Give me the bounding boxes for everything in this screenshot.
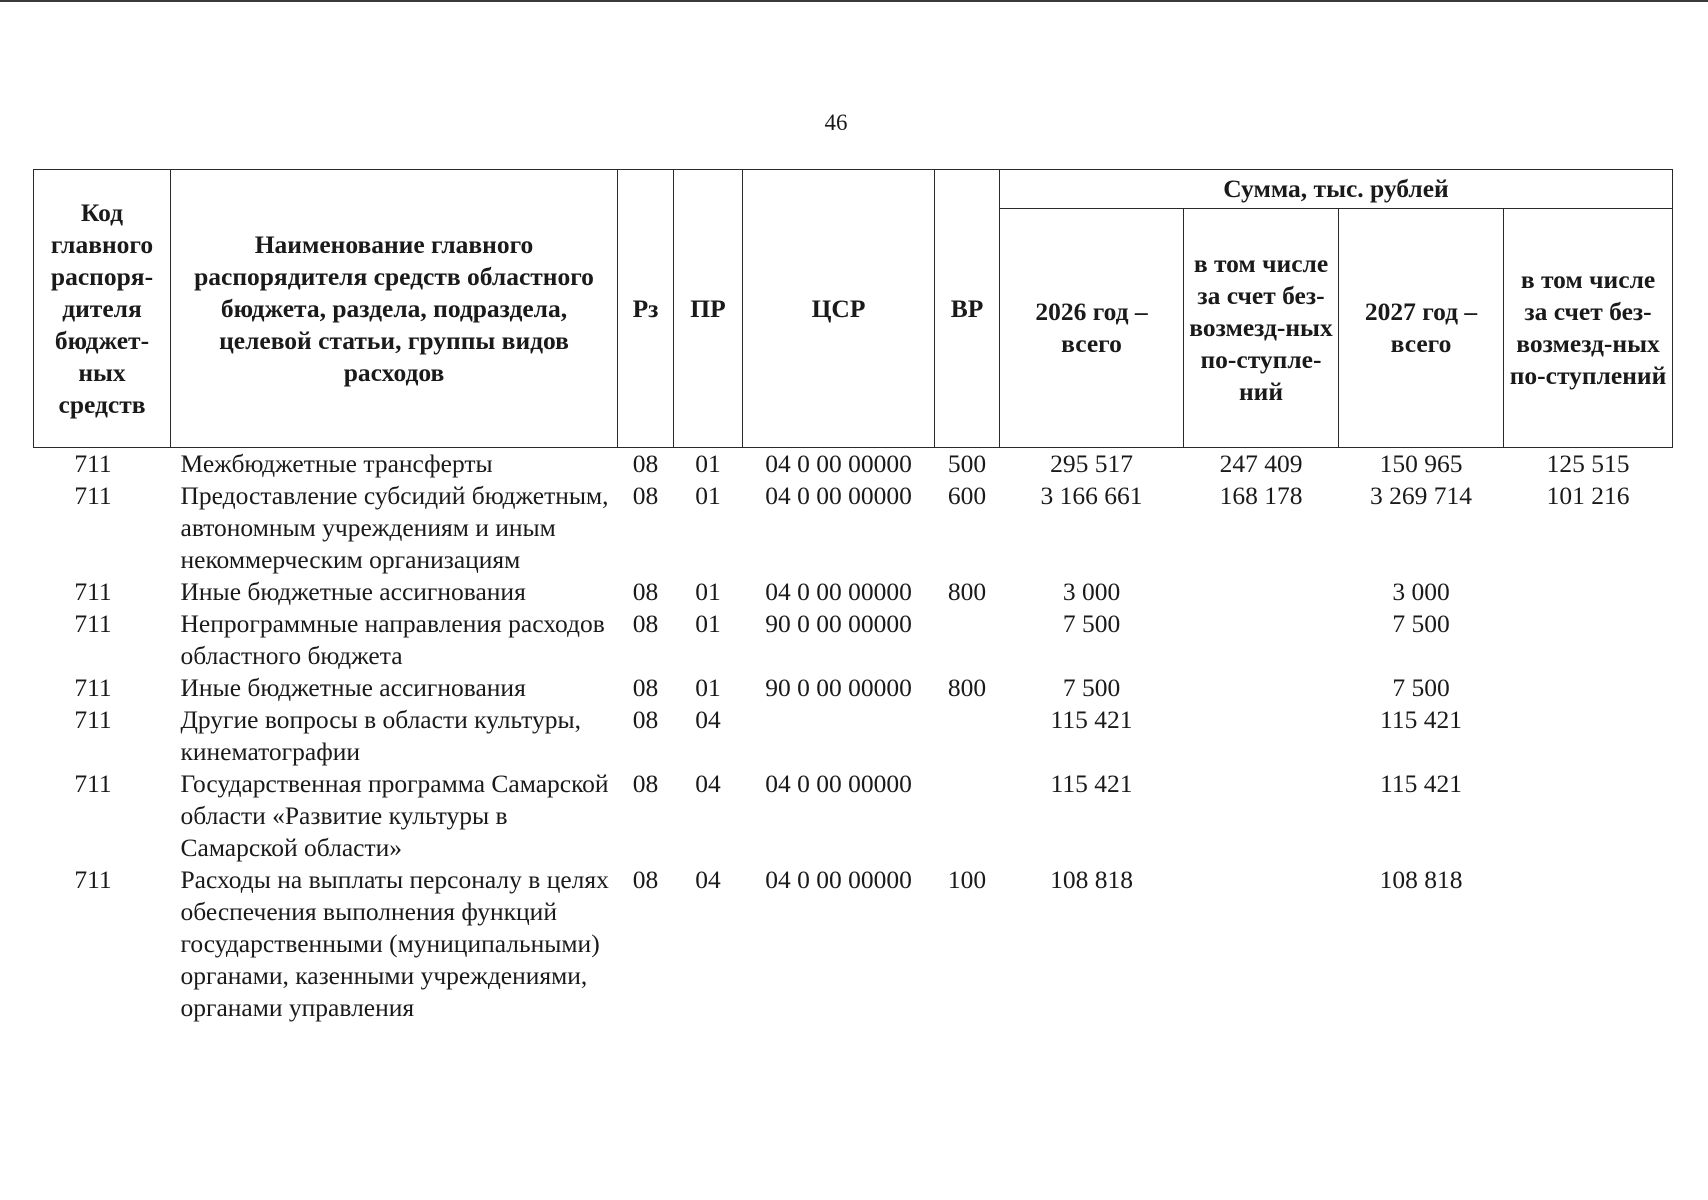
cell-2026-total: 3 000: [1062, 577, 1121, 606]
header-vr: ВР: [935, 170, 1000, 448]
cell-2026-gratuitous: [1184, 672, 1339, 704]
cell-vr: 500: [947, 449, 987, 478]
table-body: [34, 448, 1673, 1025]
header-sum-group: Сумма, тыс. рублей: [1000, 170, 1673, 209]
cell-vr: 800: [947, 577, 987, 606]
table-row: [34, 864, 1673, 1024]
cell-csr: 90 0 00 00000: [765, 673, 912, 702]
header-code: Код главного распоря-дителя бюджет-ных средств: [34, 170, 171, 448]
cell-2026-gratuitous: [1184, 864, 1339, 1024]
cell-pr: 01: [695, 449, 721, 478]
cell-2027-total: 3 000: [1392, 577, 1450, 606]
page-number: 46: [824, 110, 848, 135]
cell-vr: [935, 608, 1000, 672]
cell-name: Другие вопросы в области культуры, кинематографии: [180, 705, 581, 766]
header-2026-gratuitous: в том числе за счет без-возмезд-ных по-ступле-ний: [1184, 209, 1339, 448]
budget-table: [33, 169, 1673, 1024]
cell-2026-total: 295 517: [1050, 449, 1133, 478]
cell-2026-gratuitous: [1184, 704, 1339, 768]
cell-2026-gratuitous: 247 409: [1219, 449, 1303, 478]
cell-2026-total: 7 500: [1062, 609, 1121, 638]
table-header: [34, 170, 1673, 448]
cell-rz: 08: [632, 769, 659, 798]
cell-name: Государственная программа Самарской области «Развитие культуры в Самарской области»: [180, 769, 609, 862]
cell-pr: 01: [695, 577, 721, 606]
cell-2027-gratuitous: [1504, 704, 1673, 768]
cell-code: 711: [74, 481, 112, 510]
table-row: [34, 704, 1673, 768]
table-row: [34, 448, 1673, 481]
cell-2027-gratuitous: 125 515: [1546, 449, 1630, 478]
cell-csr: 04 0 00 00000: [765, 769, 912, 798]
cell-vr: 600: [947, 481, 987, 510]
cell-csr: 04 0 00 00000: [765, 577, 912, 606]
cell-2026-gratuitous: [1184, 768, 1339, 864]
cell-2027-gratuitous: [1504, 608, 1673, 672]
cell-2027-gratuitous: 101 216: [1546, 481, 1630, 510]
cell-2026-total: 3 166 661: [1040, 481, 1143, 510]
cell-csr: 04 0 00 00000: [765, 449, 912, 478]
cell-code: 711: [74, 865, 112, 894]
cell-2027-total: 150 965: [1379, 449, 1463, 478]
cell-2026-gratuitous: 168 178: [1219, 481, 1303, 510]
cell-2027-total: 108 818: [1379, 865, 1463, 894]
cell-code: 711: [74, 705, 112, 734]
cell-rz: 08: [632, 673, 659, 702]
cell-vr: 100: [947, 865, 987, 894]
cell-pr: 01: [695, 609, 721, 638]
cell-2027-total: 115 421: [1380, 769, 1462, 798]
header-2027-gratuitous: в том числе за счет без-возмезд-ных по-ступлений: [1504, 209, 1673, 448]
cell-csr: 04 0 00 00000: [765, 865, 912, 894]
cell-pr: 04: [695, 769, 721, 798]
cell-vr: [935, 704, 1000, 768]
cell-rz: 08: [632, 865, 659, 894]
header-rz: Рз: [618, 170, 674, 448]
header-csr: ЦСР: [743, 170, 935, 448]
cell-rz: 08: [632, 449, 659, 478]
table-row: [34, 672, 1673, 704]
cell-vr: [935, 768, 1000, 864]
cell-2026-total: 7 500: [1062, 673, 1121, 702]
header-name: Наименование главного распорядителя средств областного бюджета, раздела, подраздела, целевой статьи, группы видов расходов: [171, 170, 618, 448]
cell-2027-total: 7 500: [1392, 609, 1450, 638]
cell-2027-total: 115 421: [1380, 705, 1462, 734]
cell-2027-gratuitous: [1504, 768, 1673, 864]
cell-2026-gratuitous: [1184, 608, 1339, 672]
cell-2027-gratuitous: [1504, 864, 1673, 1024]
cell-2026-total: 115 421: [1050, 705, 1133, 734]
cell-code: 711: [74, 769, 112, 798]
cell-csr: 04 0 00 00000: [765, 481, 912, 510]
table-row: [34, 576, 1673, 608]
cell-csr: [743, 704, 935, 768]
table-row: [34, 608, 1673, 672]
cell-code: 711: [74, 577, 112, 606]
cell-rz: 08: [632, 609, 659, 638]
cell-rz: 08: [632, 705, 659, 734]
cell-2027-total: 3 269 714: [1370, 481, 1472, 510]
cell-2027-gratuitous: [1504, 672, 1673, 704]
header-2026-total: 2026 год – всего: [1000, 209, 1184, 448]
cell-2027-total: 7 500: [1392, 673, 1450, 702]
cell-name: Межбюджетные трансферты: [180, 449, 493, 478]
cell-vr: 800: [947, 673, 987, 702]
cell-name: Расходы на выплаты персоналу в целях обеспечения выполнения функций государственными (муниципальными) органами, казенными учреждениями, органами управления: [180, 865, 609, 1022]
header-2027-total: 2027 год – всего: [1339, 209, 1504, 448]
cell-pr: 01: [695, 673, 721, 702]
cell-2026-gratuitous: [1184, 576, 1339, 608]
cell-rz: 08: [632, 577, 659, 606]
cell-code: 711: [74, 449, 112, 478]
cell-2026-total: 108 818: [1050, 865, 1133, 894]
cell-name: Иные бюджетные ассигнования: [180, 577, 526, 606]
cell-name: Иные бюджетные ассигнования: [180, 673, 526, 702]
cell-pr: 01: [695, 481, 721, 510]
cell-rz: 08: [632, 481, 659, 510]
cell-pr: 04: [695, 865, 721, 894]
cell-pr: 04: [695, 705, 721, 734]
cell-name: Непрограммные направления расходов областного бюджета: [180, 609, 605, 670]
cell-code: 711: [74, 609, 112, 638]
page-top-edge: [0, 0, 1708, 2]
table-row: [34, 480, 1673, 576]
header-pr: ПР: [674, 170, 743, 448]
cell-name: Предоставление субсидий бюджетным, автономным учреждениям и иным некоммерческим организациям: [180, 481, 609, 574]
cell-code: 711: [74, 673, 112, 702]
table-row: [34, 768, 1673, 864]
cell-2026-total: 115 421: [1050, 769, 1133, 798]
cell-csr: 90 0 00 00000: [765, 609, 912, 638]
cell-2027-gratuitous: [1504, 576, 1673, 608]
